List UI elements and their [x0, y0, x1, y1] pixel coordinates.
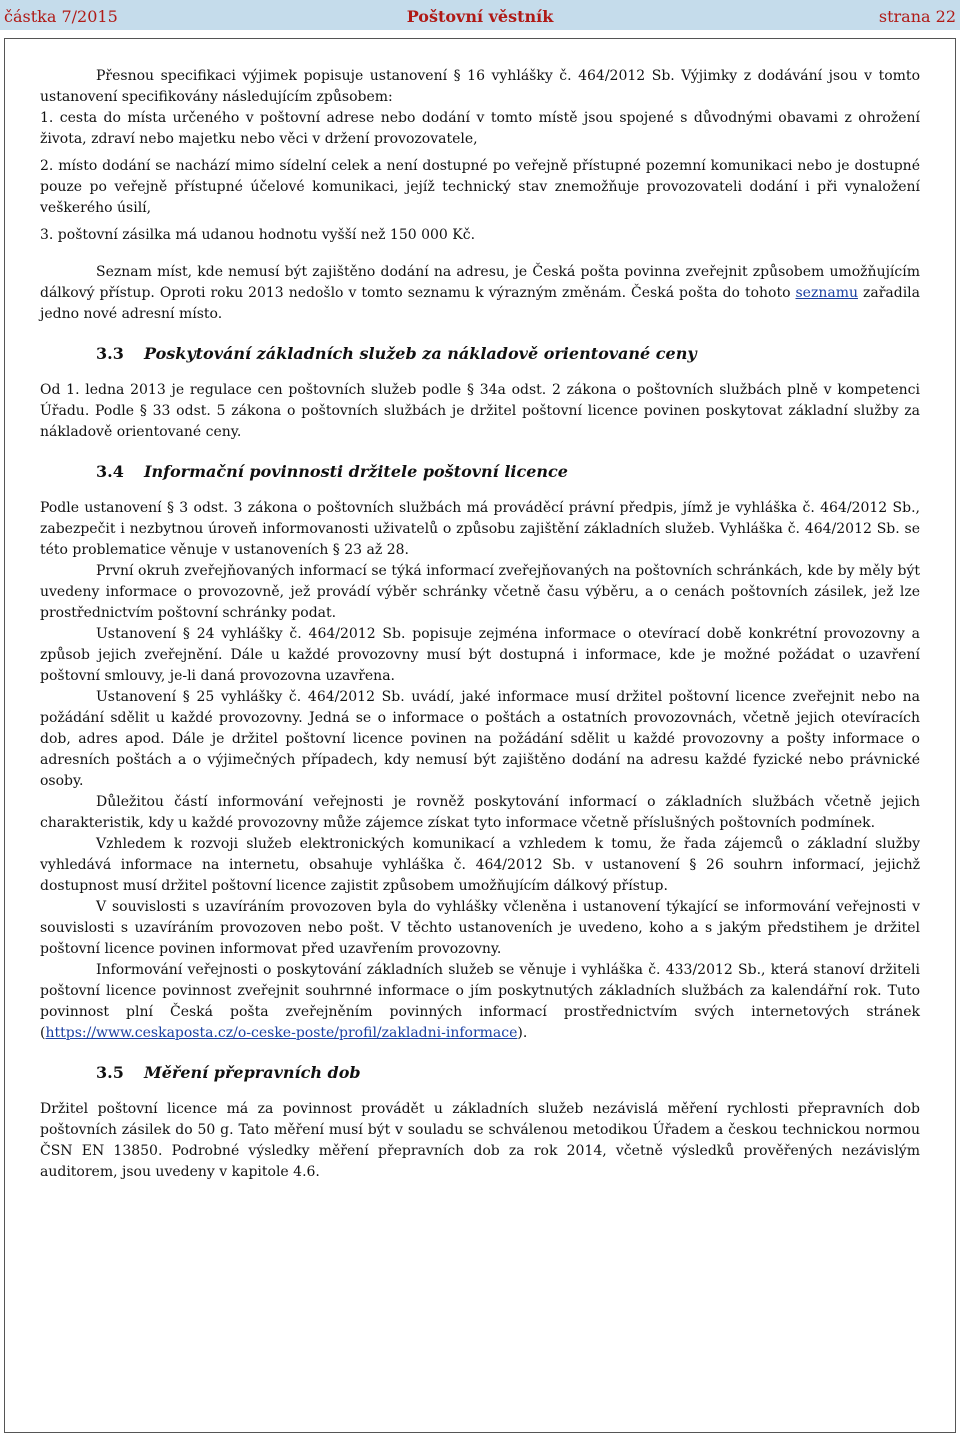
document-body	[40, 66, 920, 1183]
issue-number: částka 7/2015	[4, 7, 118, 26]
section-title: Poskytování základních služeb za nákladově orientované ceny	[144, 344, 697, 363]
paragraph: Držitel poštovní licence má za povinnost provádět u základních služeb nezávislá měření rychlosti přepravních dob poštovních zásilek do 50 g. Tato měření musí být v souladu se schválenou metodikou Úřadem a českou technickou normou ČSN EN 13850. Podrobné výsledky měření přepravních dob za rok 2014, včetně výsledků prověřených nezávislým auditorem, jsou uvedeny v kapitole 4.6.	[40, 1101, 920, 1180]
paragraph: Ustanovení § 24 vyhlášky č. 464/2012 Sb. popisuje zejména informace o otevírací době konkrétní provozovny a způsob jejich zveřejnění. Dále u každé provozovny musí být dostupná i informace, kde je možné požádat o uzavření poštovní smlouvy, je-li daná provozovna uzavřena.	[40, 626, 920, 684]
section-heading-3-4	[40, 461, 920, 482]
section-number: 3.3	[96, 344, 124, 363]
paragraph: Důležitou částí informování veřejnosti je rovněž poskytování informací o základních službách včetně jejich charakteristik, kdy u každé provozovny může zájemce získat tyto informace včetně příslušných poštovních podmínek.	[40, 794, 920, 831]
text-run: zařadila jedno nové adresní místo.	[40, 285, 921, 322]
list-item: 2. místo dodání se nachází mimo sídelní celek a není dostupné po veřejně přístupné pozemní komunikaci nebo je dostupné pouze po veřejně přístupné účelové komunikaci, jejíž technický stav znemožňuje provozovateli dodání i při vynaložení veškerého úsilí,	[40, 158, 920, 216]
list-item: 1. cesta do místa určeného v poštovní adrese nebo dodání v tomto místě jsou spojené s důvodnými obavami z ohrožení života, zdraví nebo majetku nebo věci v držení provozovatele,	[40, 110, 920, 147]
section-number: 3.5	[96, 1063, 124, 1082]
text-run: Seznam míst, kde nemusí být zajištěno dodání na adresu, je Česká pošta povinna zveřejnit způsobem umožňujícím dálkový přístup. Oproti roku 2013 nedošlo v tomto seznamu k výrazným změnám. Česká pošta do tohoto	[40, 264, 920, 301]
intro-paragraph: Přesnou specifikaci výjimek popisuje ustanovení § 16 vyhlášky č. 464/2012 Sb. Výjimky z dodávání jsou v tomto ustanovení specifikovány následujícím způsobem:	[40, 68, 920, 105]
section-heading-3-3	[40, 343, 920, 364]
ceska-posta-link[interactable]: https://www.ceskaposta.cz/o-ceske-poste/profil/zakladni-informace	[45, 1025, 518, 1041]
paragraph: Ustanovení § 25 vyhlášky č. 464/2012 Sb. uvádí, jaké informace musí držitel poštovní licence zveřejnit nebo na požádání sdělit u každé provozovny. Jedná se o informace o poštách a ostatních provozovnách, včetně jejich otevíracích dob, adres apod. Dále je držitel poštovní licence povinen na požádání sdělit u každé provozovny a pošty informace o adresních poštách a o výjimečných případech, kdy nemusí být zajištěno dodání na adresu každé fyzické nebo právnické osoby.	[40, 689, 920, 789]
paragraph: Vzhledem k rozvoji služeb elektronických komunikací a vzhledem k tomu, že řada zájemců o základní služby vyhledává informace na internetu, obsahuje vyhláška č. 464/2012 Sb. v ustanovení § 26 souhrn informací, jejichž dostupnost musí držitel poštovní licence zajistit způsobem umožňujícím dálkový přístup.	[40, 836, 920, 894]
seznam-paragraph	[40, 262, 920, 325]
paragraph	[40, 960, 920, 1044]
text-run: ).	[517, 1025, 528, 1041]
paragraph: V souvislosti s uzavíráním provozoven byla do vyhlášky včleněna i ustanovení týkající se informování veřejnosti v souvislosti s uzavíráním provozoven nebo pošt. V těchto ustanoveních je uvedeno, koho a s jakým předstihem je držitel poštovní licence povinen informovat před uzavřením provozovny.	[40, 899, 920, 957]
page-number: strana 22	[878, 7, 956, 26]
section-heading-3-5	[40, 1062, 920, 1083]
paragraph: První okruh zveřejňovaných informací se týká informací zveřejňovaných na poštovních schránkách, kde by měly být uvedeny informace o provozovně, jež provádí výběr schránky včetně času výběru, a o cenách poštovních zásilek, jež lze prostřednictvím poštovní schránky podat.	[40, 563, 920, 621]
seznam-link[interactable]: seznamu	[795, 285, 858, 301]
journal-title: Poštovní věstník	[406, 7, 554, 26]
paragraph: Od 1. ledna 2013 je regulace cen poštovních služeb podle § 34a odst. 2 zákona o poštovních službách plně v kompetenci Úřadu. Podle § 33 odst. 5 zákona o poštovních službách je držitel poštovní licence povinen poskytovat základní služby za nákladově orientované ceny.	[40, 382, 920, 440]
list-item: 3. poštovní zásilka má udanou hodnotu vyšší než 150 000 Kč.	[40, 227, 476, 243]
page-header	[0, 0, 960, 30]
section-title: Měření přepravních dob	[144, 1063, 361, 1082]
section-number: 3.4	[96, 462, 124, 481]
exception-list	[40, 108, 920, 246]
text-run: Informování veřejnosti o poskytování základních služeb se věnuje i vyhláška č. 433/2012 Sb., která stanoví držiteli poštovní licence povinnost zveřejnit souhrnné informace o jím poskytnutých základních službách za kalendářní rok. Tuto povinnost plní Česká pošta zveřejněním povinných informací prostřednictvím svých internetových stránek (	[40, 962, 920, 1041]
paragraph: Podle ustanovení § 3 odst. 3 zákona o poštovních službách má prováděcí právní předpis, jímž je vyhláška č. 464/2012 Sb., zabezpečit i nezbytnou úroveň informovanosti uživatelů o způsobu zajištění základních služeb. Vyhláška č. 464/2012 Sb. se této problematice věnuje v ustanoveních § 23 až 28.	[40, 500, 920, 558]
section-title: Informační povinnosti držitele poštovní licence	[144, 462, 568, 481]
